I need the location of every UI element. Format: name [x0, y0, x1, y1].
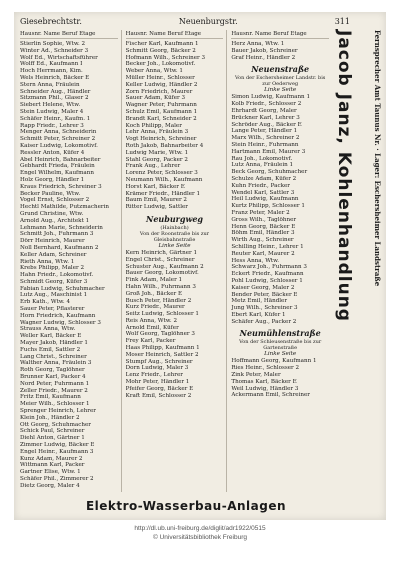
- list-item: Gross Wilh., Taglöhner: [231, 216, 297, 223]
- list-item: Dietz Georg, Maler 4: [20, 482, 80, 489]
- list-item: Schröder Aug., Bäcker E: [231, 121, 302, 128]
- header-left: Giesebrechtstr.: [20, 17, 82, 26]
- list-item: Kolb Friedr., Schlosser 2: [231, 101, 302, 108]
- list-item: Brunner Karl, Packer 4: [20, 374, 86, 381]
- list-item: Hechtl Mathilde, Putzmacherin: [20, 204, 109, 211]
- list-item: Stumpf Aug., Schreiner: [125, 358, 193, 365]
- bottom-banner: Elektro-Wasserbau-Anlagen: [85, 499, 287, 513]
- list-item: Fabian Ludwig, Schuhmacher: [20, 285, 105, 292]
- list-item: Herz Anna, Wtw. 1: [231, 41, 285, 47]
- list-item: Müller Heinr., Schlosser: [125, 74, 195, 81]
- street-title: Neuburgweg: [146, 213, 204, 224]
- street-title: Neuenstraße: [251, 64, 310, 75]
- list-item: Erb Kath., Wtw. 4: [20, 299, 71, 306]
- list-item: Sauer Peter, Pflasterer: [20, 306, 85, 313]
- list-item: Weller Karl, Bäcker E: [20, 333, 82, 340]
- entry-list: [231, 358, 329, 399]
- list-item: Abel Heinrich, Bahnarbeiter: [20, 156, 101, 163]
- list-item: Moser Heinrich, Sattler 2: [125, 351, 199, 358]
- list-item: Siebert Helene, Wtw.: [20, 102, 81, 109]
- column-3: [231, 30, 332, 492]
- list-item: Schmidt Georg, Küfer 3: [20, 278, 88, 285]
- list-item: Wendel Karl, Sattler 3: [231, 189, 295, 196]
- list-item: Hartmann Emil, Maurer 3: [231, 148, 306, 155]
- list-item: Fischer Karl, Kaufmann 1: [125, 41, 199, 47]
- list-item: Vogt Heinrich, Schreiner: [125, 136, 197, 143]
- list-item: Zeller Friedr., Maurer 2: [20, 387, 88, 394]
- list-item: Roth Jakob, Bahnarbeiter 4: [125, 142, 204, 149]
- list-item: Diehl Anton, Gärtner 1: [20, 435, 85, 442]
- list-item: Lehr Anna, Fräulein 3: [125, 129, 189, 136]
- list-item: Hess Anna, Wtw.: [231, 257, 280, 264]
- list-item: Lutz Aug., Maschinist 1: [20, 292, 88, 299]
- side-advertisement: [334, 30, 382, 500]
- list-item: Engel Christ., Schreiner: [125, 256, 195, 263]
- list-item: Ritter Ludwig, Sattler: [125, 204, 188, 211]
- list-item: Krebs Philipp, Maler 2: [20, 265, 85, 272]
- list-item: Meier Wilh., Schlosser 1: [20, 401, 90, 408]
- list-item: Kuhn Friedr., Packer: [231, 182, 290, 189]
- list-item: Bender Peter, Bäcker E: [231, 291, 298, 298]
- list-item: Vogel Ernst, Schlosser 2: [20, 197, 90, 204]
- header-center: Neuenburgstr.: [178, 17, 238, 26]
- column-header: Hausnr. Name Beruf Etage: [20, 30, 118, 39]
- list-item: Koch Philipp, Maler: [125, 122, 182, 129]
- list-item: Busch Peter, Händler 2: [125, 297, 192, 304]
- list-item: Menger Anna, Schneiderin: [20, 129, 97, 136]
- list-item: Jung Wilh., Schreiner 3: [231, 305, 298, 312]
- list-item: Schulz Emil, Kaufmann 1: [125, 108, 198, 115]
- entry-list: [231, 94, 329, 325]
- list-item: Nord Peter, Fuhrmann 1: [20, 380, 90, 387]
- list-item: Bauer Jakob, Schreiner: [231, 47, 298, 54]
- footer: [0, 524, 400, 542]
- list-item: Sitzmann Phil., Glaser 2: [20, 95, 89, 102]
- list-item: Lutz Anna, Fräulein 1: [231, 162, 294, 169]
- list-item: Hahn Friedr., Lokomotivf.: [20, 272, 94, 279]
- list-item: Schilling Heinr., Lehrer 1: [231, 243, 304, 250]
- list-item: Keller Ludwig, Händler 2: [125, 81, 198, 88]
- list-item: Zink Peter, Maler: [231, 372, 281, 379]
- list-item: Franz Peter, Maler 2: [231, 209, 290, 216]
- advertisement-main: Jacob Janz, Kohlenhandlung: [334, 30, 354, 322]
- list-item: Reuter Karl, Maurer 2: [231, 250, 295, 257]
- list-item: Becker Joh., Lokomotivf.: [125, 61, 196, 68]
- street-side: Linke Seite: [264, 87, 297, 94]
- list-item: Schwarz Joh., Fuhrmann 3: [231, 264, 307, 271]
- list-item: Hoffmann Georg, Kaufmann 1: [231, 358, 317, 365]
- list-item: Thomas Karl, Bäcker E: [231, 378, 297, 385]
- list-item: Dorn Ludwig, Maler 3: [125, 365, 189, 372]
- list-item: Grund Christine, Wtw.: [20, 210, 84, 217]
- list-item: Lenz Friedr., Lehrer: [125, 372, 183, 379]
- list-item: Beck Georg, Schuhmacher: [231, 169, 308, 176]
- column-2: [126, 30, 228, 492]
- list-item: Krämer Friedr., Händler 1: [125, 190, 201, 197]
- street-side: Linke Seite: [158, 242, 191, 249]
- list-item: Frank Aug., Lehrer: [125, 163, 181, 170]
- entry-list: [231, 41, 329, 61]
- list-item: Bauer Georg, Lokomotivf.: [125, 270, 199, 277]
- list-item: Ries Heinr., Schlosser 2: [231, 365, 300, 372]
- list-item: Weber Anna, Wtw. 1: [125, 68, 183, 75]
- list-item: Zorn Friedrich, Maurer: [125, 88, 193, 95]
- list-item: Roth Georg, Taglöhner: [20, 367, 85, 374]
- footer-url[interactable]: http://dl.ub.uni-freiburg.de/diglit/adr1922/0515: [134, 525, 266, 532]
- list-item: Mayer Jakob, Händler 1: [20, 340, 88, 347]
- list-item: Sauer Adam, Küfer 3: [125, 95, 186, 102]
- list-item: Fritz Emil, Kaufmann: [20, 394, 81, 401]
- list-item: Wagner Peter, Fuhrmann: [125, 102, 197, 109]
- list-item: Becker Pauline, Wtw.: [20, 190, 81, 197]
- footer-copyright: © Universitätsbibliothek Freiburg: [152, 534, 248, 541]
- street-note: Von der Roonstraße bis zur Gleisbahnstraße: [139, 230, 210, 243]
- list-item: Wirth Aug., Schreiner: [231, 237, 294, 244]
- list-item: Noll Bernhard, Kaufmann 2: [20, 244, 99, 251]
- advertisement-secondary: Fernsprecher Amt Taunus Nr. · Lager: Eschersheimer Landstraße: [373, 30, 382, 287]
- list-item: Marx Wilh., Schreiner 2: [231, 135, 300, 142]
- list-item: Fuchs Emil, Sattler 2: [20, 346, 81, 353]
- list-item: Wels Heinrich, Bäcker E: [20, 74, 90, 81]
- list-item: Stahl Georg, Packer 2: [125, 156, 188, 163]
- list-item: Schmitt Georg, Bäcker 2: [125, 47, 196, 54]
- list-item: Keller Adam, Schreiner: [20, 251, 87, 258]
- list-item: Stein Heinr., Fuhrmann: [231, 141, 299, 148]
- list-item: Wolf Ed., Wirtschaftsführer: [20, 54, 98, 61]
- page-header: [20, 14, 350, 30]
- list-item: Schäfer Heinr., Kaufm. 1: [20, 115, 91, 122]
- list-item: Stern Anna, Fräulein: [20, 81, 80, 88]
- page-number: 311: [334, 17, 350, 26]
- list-item: Holz Georg, Händler 1: [20, 176, 85, 183]
- list-item: Engel Heinr., Kaufmann 3: [20, 448, 94, 455]
- list-item: Zimmer Ludwig, Bäcker E: [20, 442, 95, 449]
- column-1: [20, 30, 122, 492]
- list-item: Kurtz Philipp, Schlosser 1: [231, 203, 305, 210]
- street-subtitle: (Hainbach): [160, 224, 189, 231]
- list-item: Lehmann Marie, Schneiderin: [20, 224, 103, 231]
- list-item: Rapp Friedr., Lehrer 3: [20, 122, 84, 129]
- list-item: Brückner Karl, Lehrer 3: [231, 114, 300, 121]
- list-item: Kraft Emil, Schlosser 2: [125, 392, 192, 399]
- list-item: Schäfer Aug., Packer 2: [231, 318, 297, 325]
- list-item: Schmitt Peter, Schreiner 2: [20, 136, 96, 143]
- list-item: Wolff Ed., Kaufmann I: [20, 61, 83, 68]
- list-item: Seitz Ludwig, Schlosser 1: [125, 311, 199, 318]
- list-item: Simon Ludwig, Kaufmann 1: [231, 94, 310, 101]
- list-item: Sprenger Heinrich, Lehrer: [20, 408, 96, 415]
- street-note: Von der Eschersheimer Landstr. bis zur Oederweg: [234, 75, 326, 88]
- list-item: Ludwig Marie, Wtw. 1: [125, 149, 189, 156]
- list-item: Fink Adam, Maler 1: [125, 277, 183, 284]
- list-item: Kurz Friedr., Maurer: [125, 304, 185, 311]
- list-item: Frey Karl, Packer: [125, 338, 176, 345]
- list-item: Kunz Adam, Maurer 2: [20, 455, 83, 462]
- street-title: Neumühlenstraße: [239, 328, 321, 339]
- list-item: Pohl Ludwig, Schlosser 1: [231, 277, 303, 284]
- directory-columns: [20, 30, 332, 492]
- list-item: Hofmann Wilh., Schreiner 3: [125, 54, 206, 61]
- list-item: Gartner Elise, Wtw. 1: [20, 469, 81, 476]
- list-item: Groß Joh., Bäcker E: [125, 290, 183, 297]
- list-item: Böhm Emil, Händler 3: [231, 230, 295, 237]
- list-item: Kaiser Ludwig, Lokomotivf.: [20, 142, 98, 149]
- list-item: Mohr Peter, Händler 1: [125, 379, 190, 386]
- list-item: Winter Ad., Schneider 3: [20, 47, 89, 54]
- list-item: Horn Friedrich, Kaufmann: [20, 312, 96, 319]
- list-item: Arnold Emil, Küfer: [125, 324, 179, 331]
- list-item: Kraus Friedrich, Schreiner 3: [20, 183, 102, 190]
- entry-list: [126, 250, 224, 400]
- list-item: Strauss Anna, Wtw.: [20, 326, 76, 333]
- street-side: Linke Seite: [264, 351, 297, 358]
- list-item: Engel Wilhelm, Kaufmann: [20, 170, 94, 177]
- list-item: Kaiser Georg, Maler 2: [231, 284, 295, 291]
- list-item: Kern Heinrich, Gärtner 1: [125, 249, 198, 256]
- list-item: Baum Emil, Maurer 2: [125, 197, 187, 204]
- list-item: Ackermann Emil, Schreiner: [231, 392, 310, 399]
- list-item: Ressler Anton, Küfer 4: [20, 149, 85, 156]
- list-item: Eckert Friedr., Kaufmann: [231, 271, 304, 278]
- list-item: Wittmann Karl, Packer: [20, 462, 85, 469]
- column-header: Hausnr. Name Beruf Etage: [126, 30, 224, 39]
- list-item: Heil Ludwig, Kaufmann: [231, 196, 299, 203]
- list-item: Henn Georg, Bäcker E: [231, 223, 296, 230]
- list-item: Schuster Aug., Kaufmann 2: [125, 263, 204, 270]
- list-item: Walther Anna, Fräulein 3: [20, 360, 92, 367]
- list-item: Graf Heinr., Händler 2: [231, 54, 296, 61]
- list-item: Reis Anna, Wtw. 2: [125, 317, 178, 324]
- list-item: Neumann Wilh., Kaufmann: [125, 176, 203, 183]
- list-item: Haas Philipp, Kaufmann 1: [125, 345, 200, 352]
- list-item: Klein Joh., Händler 2: [20, 414, 80, 421]
- list-item: Schäfer Phil., Zimmerer 2: [20, 476, 94, 482]
- list-item: Wolf Georg, Taglöhner 3: [125, 331, 195, 338]
- street-note: Von der Schleusenstraße bis zur Gartenstraße: [239, 339, 322, 352]
- list-item: Lorenz Peter, Schlosser 3: [125, 170, 198, 177]
- column-header: Hausnr. Name Beruf Etage: [231, 30, 329, 39]
- list-item: Ebert Karl, Küfer 1: [231, 311, 286, 318]
- list-item: Rieth Anna, Wtw. 1: [20, 258, 75, 265]
- list-item: Lange Peter, Händler 1: [231, 128, 298, 135]
- list-item: Lang Christ., Schreiner: [20, 353, 87, 360]
- list-item: Schneider Aug., Händler: [20, 88, 91, 95]
- list-item: Stierlin Sophie, Wtw. 2: [20, 41, 86, 47]
- list-item: Stein Ludwig, Maler 4: [20, 108, 84, 115]
- list-item: Gebhardt Frieda, Fräulein: [20, 163, 95, 170]
- entry-list: [20, 41, 118, 490]
- list-item: Dörr Heinrich, Maurer: [20, 238, 85, 245]
- list-item: Arnold Aug., Architekt 1: [20, 217, 90, 224]
- list-item: Schulze Adam, Küfer 2: [231, 175, 297, 182]
- list-item: Schmitt Joh., Fuhrmann 3: [20, 231, 94, 238]
- list-item: Pfeifer Georg, Bäcker E: [125, 385, 194, 392]
- list-item: Schick Paul, Schreiner: [20, 428, 85, 435]
- list-item: Weil Ludwig, Händler 3: [231, 385, 299, 392]
- list-item: Rau Joh., Lokomotivf.: [231, 155, 293, 162]
- list-item: Brandt Karl, Schneider 2: [125, 115, 197, 122]
- list-item: Wagner Ludwig, Schlosser 3: [20, 319, 101, 326]
- list-item: Ehrhardt Georg, Maler: [231, 107, 297, 114]
- list-item: Horst Karl, Bäcker E: [125, 183, 185, 190]
- list-item: Hoch Herrmann, Kim.: [20, 68, 83, 75]
- list-item: Ott Georg, Schuhmacher: [20, 421, 91, 428]
- list-item: Hahn Wilh., Fuhrmann 3: [125, 283, 196, 290]
- entry-list: [126, 41, 224, 211]
- list-item: Metz Emil, Händler: [231, 298, 288, 305]
